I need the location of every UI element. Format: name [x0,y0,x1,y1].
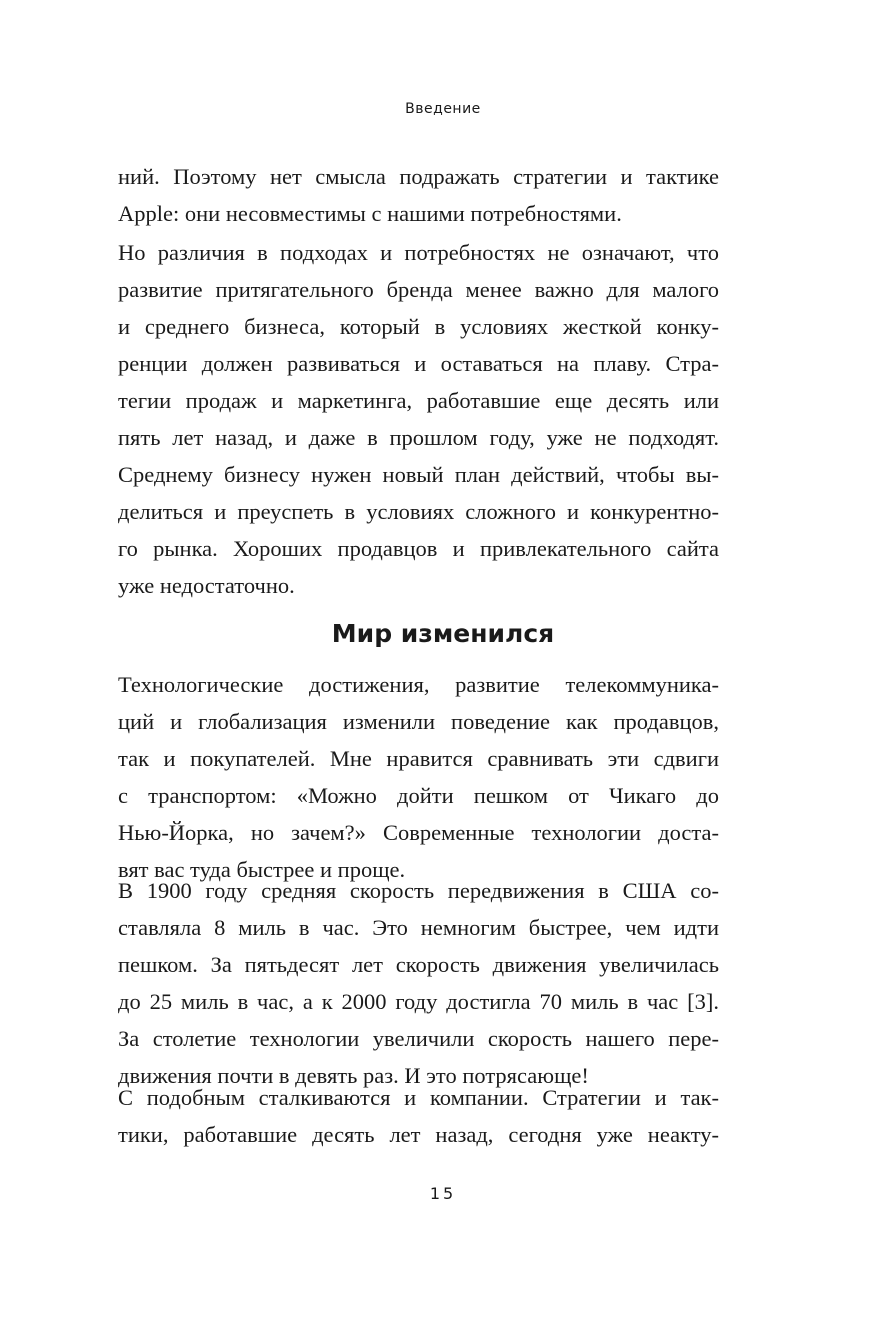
running-header: Введение [405,101,481,117]
text-line: тики, работавшие десять лет назад, сегодня уже неакту- [118,1122,719,1147]
text-line: до 25 миль в час, а к 2000 году достигла 70 миль в час [3]. [118,989,719,1014]
text-line: тегии продаж и маркетинга, работавшие еще десять или [118,388,719,413]
text-line: пешком. За пятьдесят лет скорость движения увеличилась [118,952,719,977]
page-number: 15 [429,1184,457,1203]
text-line: Среднему бизнесу нужен новый план действий, чтобы вы- [118,462,719,487]
text-line: ций и глобализация изменили поведение как продавцов, [118,709,719,734]
text-line: и среднего бизнеса, который в условиях жесткой конку- [118,314,719,339]
text-line: с транспортом: «Можно дойти пешком от Чикаго до [118,783,719,808]
text-line: так и покупателей. Мне нравится сравнивать эти сдвиги [118,746,719,771]
text-line: делиться и преуспеть в условиях сложного и конкурентно- [118,499,719,524]
text-line: Но различия в подходах и потребностях не означают, что [118,240,719,265]
text-line: Технологические достижения, развитие телекоммуника- [118,672,719,697]
text-line: развитие притягательного бренда менее важно для малого [118,277,719,302]
text-line: уже недостаточно. [118,573,295,598]
text-line: ренции должен развиваться и оставаться на плаву. Стра- [118,351,719,376]
text-line: ний. Поэтому нет смысла подражать стратегии и тактике [118,164,719,189]
text-line: движения почти в девять раз. И это потрясающе! [118,1063,589,1088]
text-line: ставляла 8 миль в час. Это немногим быстрее, чем идти [118,915,719,940]
text-line: С подобным сталкиваются и компании. Стратегии и так- [118,1085,719,1110]
text-line: го рынка. Хороших продавцов и привлекательного сайта [118,536,719,561]
section-heading: Мир изменился [331,619,555,648]
text-line: Нью-Йорка, но зачем?» Современные технологии доста- [118,820,719,845]
text-line: За столетие технологии увеличили скорость нашего пере- [118,1026,719,1051]
text-line: вят вас туда быстрее и проще. [118,857,406,882]
text-line: пять лет назад, и даже в прошлом году, уже не подходят. [118,425,719,450]
text-line: Apple: они несовместимы с нашими потребностями. [118,201,622,226]
text-line: В 1900 году средняя скорость передвижения в США со- [118,878,719,903]
